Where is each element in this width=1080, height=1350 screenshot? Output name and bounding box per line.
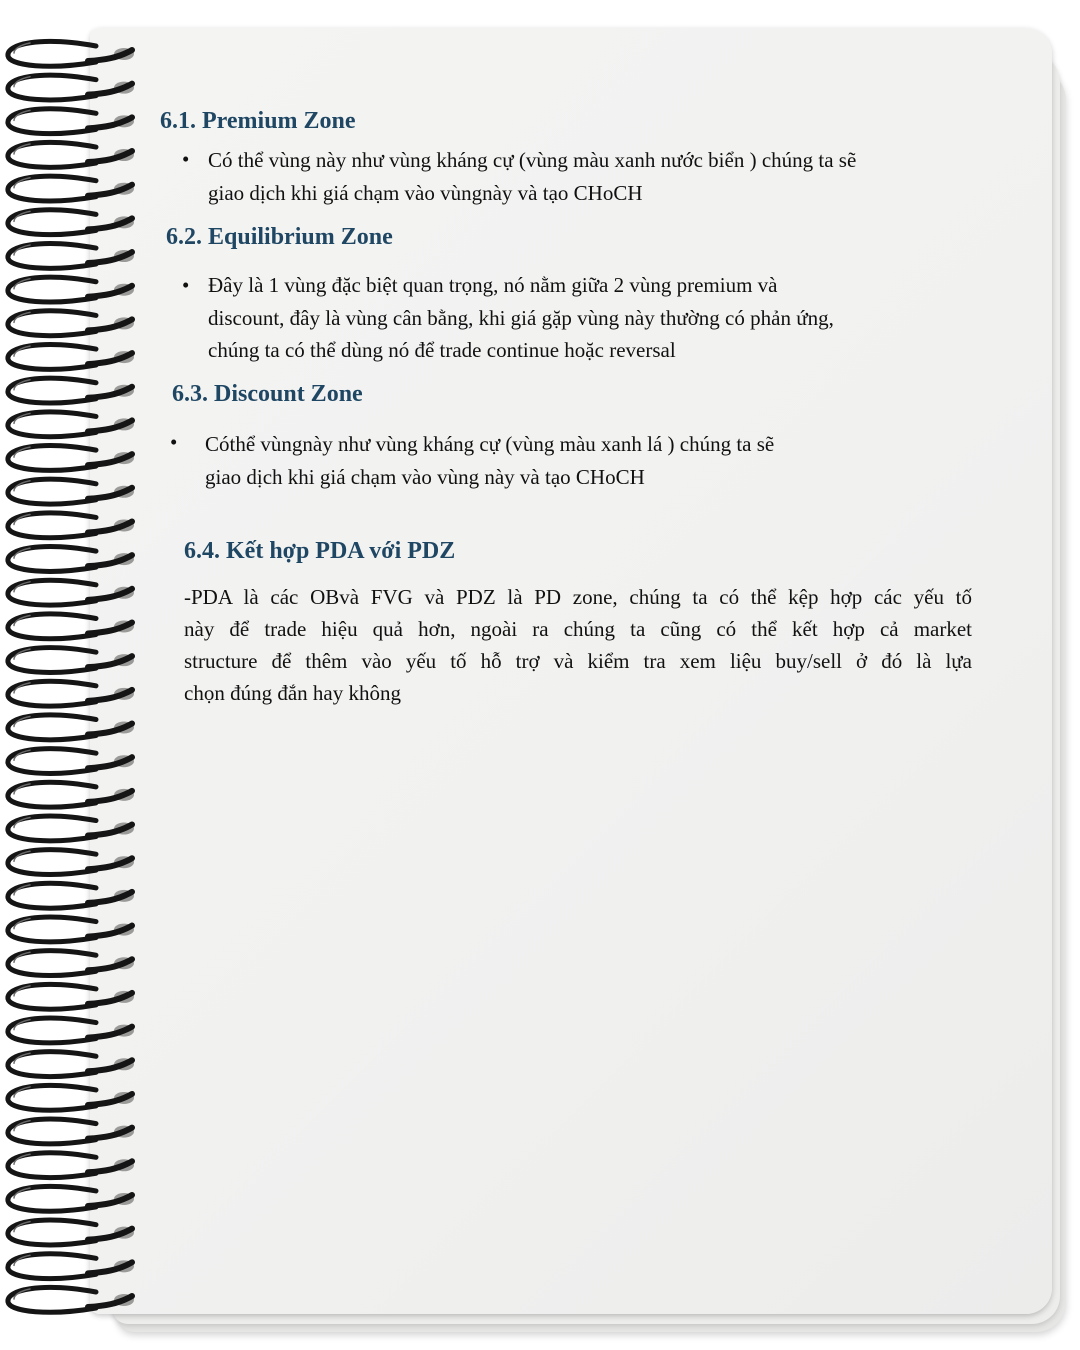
section-heading-discount-zone: 6.3. Discount Zone <box>172 381 363 407</box>
premium-zone-text-line: giao dịch khi giá chạm vào vùngnày và tạo CHoCH <box>208 181 643 205</box>
bullet-icon: • <box>182 147 190 171</box>
bullet-icon: • <box>170 430 178 454</box>
equilibrium-zone-text-line: discount, đây là vùng cân bằng, khi giá gặp vùng này thường có phản ứng, <box>208 306 834 330</box>
pda-pdz-paragraph-line: này để trade hiệu quả hơn, ngoài ra chúng ta cũng có thể kết hợp cả market <box>184 617 972 641</box>
pda-pdz-paragraph-line: -PDA là các OBvà FVG và PDZ là PD zone, chúng ta có thể kệp hợp các yếu tố <box>184 585 972 609</box>
discount-zone-text-line: giao dịch khi giá chạm vào vùng này và tạo CHoCH <box>205 465 645 489</box>
equilibrium-zone-text-line: chúng ta có thể dùng nó để trade continue hoặc reversal <box>208 338 676 362</box>
premium-zone-text-line: Có thể vùng này như vùng kháng cự (vùng màu xanh nước biển ) chúng ta sẽ <box>208 148 857 172</box>
pda-pdz-paragraph-line: structure để thêm vào yếu tố hỗ trợ và kiểm tra xem liệu buy/sell ở đó là lựa <box>184 649 972 673</box>
section-heading-equilibrium-zone: 6.2. Equilibrium Zone <box>166 224 393 250</box>
section-heading-pda-pdz: 6.4. Kết hợp PDA với PDZ <box>184 538 456 564</box>
bullet-icon: • <box>182 273 190 297</box>
pda-pdz-paragraph-line: chọn đúng đắn hay không <box>184 681 401 705</box>
equilibrium-zone-text-line: Đây là 1 vùng đặc biệt quan trọng, nó nằm giữa 2 vùng premium và <box>208 273 778 297</box>
section-heading-premium-zone: 6.1. Premium Zone <box>160 108 356 134</box>
discount-zone-text-line: Cóthể vùngnày như vùng kháng cự (vùng màu xanh lá ) chúng ta sẽ <box>205 432 775 456</box>
